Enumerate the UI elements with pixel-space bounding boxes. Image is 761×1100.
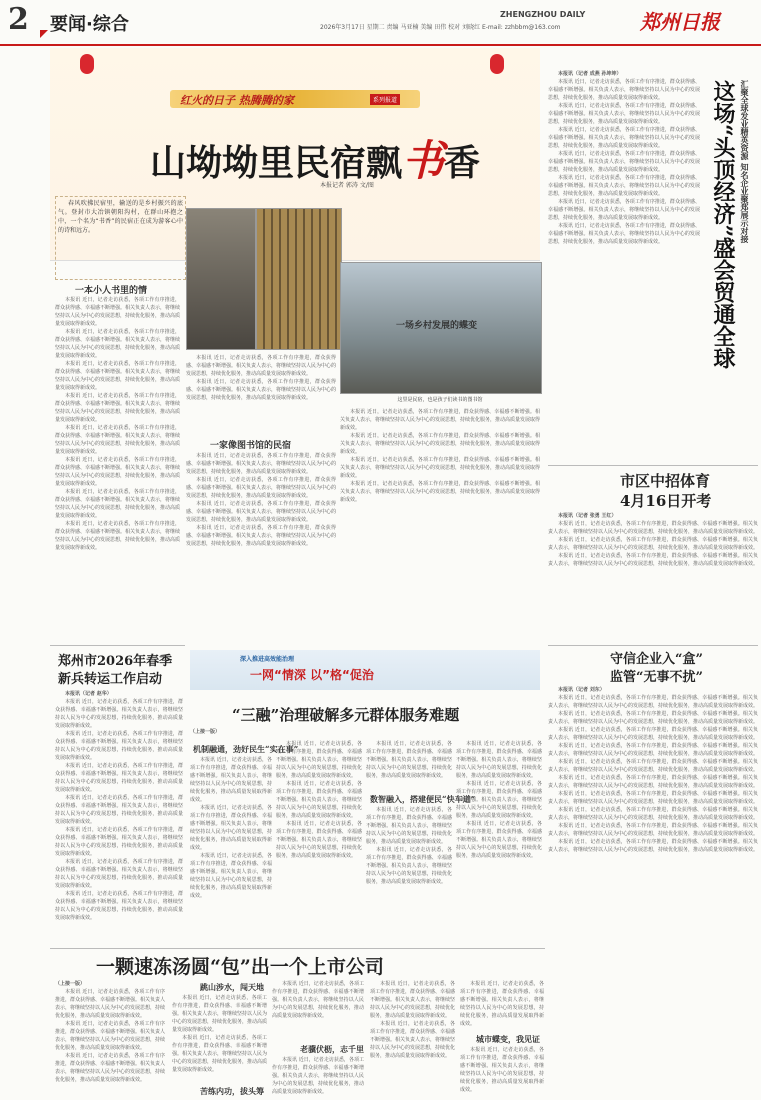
body-paragraph: 本报讯 近日，记者走访获悉，各项工作有序推进，群众获得感、幸福感不断增强。相关负责人表示，将继续坚持以人民为中心的发展思想，持续优化服务，推动高质量发展取得新成效。 [548,537,758,551]
body-paragraph: 本报讯 近日，记者走访获悉，各项工作有序推进，群众获得感、幸福感不断增强。相关负责人表示，将继续坚持以人民为中心的发展思想，持续优化服务，推动高质量发展取得新成效。 [172,995,267,1033]
body-paragraph: 本报讯 近日，记者走访获悉，各项工作有序推进，群众获得感、幸福感不断增强。相关负责人表示，将继续坚持以人民为中心的发展思想，持续优化服务，推动高质量发展取得新成效。 [55,489,180,519]
body-paragraph: 本报讯 近日，记者走访获悉，各项工作有序推进，群众获得感、幸福感不断增强。相关负责人表示，将继续坚持以人民为中心的发展思想，持续优化服务，推动高质量发展取得新成效。 [366,847,452,885]
body-paragraph: 本报讯 近日，记者走访获悉，各项工作有序推进，群众获得感、幸福感不断增强。相关负责人表示，将继续坚持以人民为中心的发展思想，持续优化服务，推动高质量发展取得新成效。 [276,821,362,859]
body-paragraph: 本报讯 近日，记者走访获悉，各项工作有序推进，群众获得感、幸福感不断增强。相关负责人表示，将继续坚持以人民为中心的发展思想，持续优化服务，推动高质量发展取得新成效。 [548,695,758,709]
body-paragraph: 本报讯 近日，记者走访获悉，各项工作有序推进，群众获得感、幸福感不断增强。相关负责人表示，将继续坚持以人民为中心的发展思想，持续优化服务，推动高质量发展取得新成效。 [55,989,165,1019]
article-column [366,806,452,946]
corner-triangle [40,30,48,38]
governance-subhead-1: 机制融通，劲好民生“实在事” [193,744,299,754]
article-column [172,994,267,1084]
bottom-subhead-3: 老骥伏枥，志千里 [300,1044,364,1054]
body-paragraph: 本报讯 近日，记者走访获悉，各项工作有序推进，群众获得感、幸福感不断增强。相关负责人表示，将继续坚持以人民为中心的发展思想，持续优化服务，推动高质量发展取得新成效。 [340,433,540,455]
feature-headline [150,128,480,188]
article-column [186,354,336,436]
body-paragraph: 本报讯 近日，记者走访获悉，各项工作有序推进，群众获得感、幸福感不断增强。相关负责人表示，将继续坚持以人民为中心的发展思想，持续优化服务，推动高质量发展取得新成效。 [55,361,180,391]
body-paragraph: 本报讯 近日，记者走访获悉，各项工作有序推进，群众获得感、幸福感不断增强。相关负责人表示，将继续坚持以人民为中心的发展思想，持续优化服务，推动高质量发展取得新成效。 [340,481,540,503]
body-paragraph: 本报讯 近日，记者走访获悉，各项工作有序推进，群众获得感、幸福感不断增强。相关负责人表示，将继续坚持以人民为中心的发展思想，持续优化服务，推动高质量发展取得新成效。 [55,393,180,423]
lantern-icon [80,54,94,74]
body-paragraph: 本报讯 近日，记者走访获悉，各项工作有序推进，群众获得感、幸福感不断增强。相关负责人表示，将继续坚持以人民为中心的发展思想，持续优化服务，推动高质量发展取得新成效。 [370,1021,455,1059]
feature-subhead-3: 一场乡村发展的蝶变 [396,321,478,331]
body-paragraph: 本报讯 近日，记者走访获悉，各项工作有序推进，群众获得感、幸福感不断增强。相关负责人表示，将继续坚持以人民为中心的发展思想，持续优化服务，推动高质量发展取得新成效。 [366,807,452,845]
body-paragraph: 本报讯 近日，记者走访获悉，各项工作有序推进，群众获得感、幸福感不断增强。相关负责人表示，将继续坚持以人民为中心的发展思想，持续优化服务，推动高质量发展取得新成效。 [456,821,542,859]
body-paragraph: 本报讯 近日，记者走访获悉，各项工作有序推进，群众获得感、幸福感不断增强。相关负责人表示，将继续坚持以人民为中心的发展思想，持续优化服务，推动高质量发展取得新成效。 [370,981,455,1019]
article-column [190,756,272,946]
article-column [340,408,540,638]
article-column [366,740,452,792]
bottom-subhead-2: 苦练内功，拔头筹 [200,1086,264,1096]
divider [50,948,545,949]
meeting-title-2: 新兵转运工作启动 [58,672,163,687]
body-paragraph: 本报讯 近日，记者走访获悉，各项工作有序推进，群众获得感、幸福感不断增强。相关负责人表示，将继续坚持以人民为中心的发展思想，持续优化服务，推动高质量发展取得新成效。 [366,741,452,779]
body-paragraph: 本报讯 近日，记者走访获悉，各项工作有序推进，群众获得感、幸福感不断增强。相关负责人表示，将继续坚持以人民为中心的发展思想，持续优化服务，推动高质量发展取得新成效。 [548,807,758,821]
body-paragraph: 本报讯 近日，记者走访获悉，各项工作有序推进，群众获得感、幸福感不断增强。相关负责人表示，将继续坚持以人民为中心的发展思想，持续优化服务，推动高质量发展取得新成效。 [186,355,336,377]
body-paragraph: 本报讯 近日，记者走访获悉，各项工作有序推进，群众获得感、幸福感不断增强。相关负责人表示，将继续坚持以人民为中心的发展思想，持续优化服务，推动高质量发展取得新成效。 [548,839,758,853]
body-paragraph: 本报讯 近日，记者走访获悉，各项工作有序推进，群众获得感、幸福感不断增强。相关负责人表示，将继续坚持以人民为中心的发展思想，持续优化服务，推动高质量发展取得新成效。 [272,981,364,1019]
photo-bookshelf [256,208,342,350]
body-paragraph: 本报讯 近日，记者走访获悉，各项工作有序推进，群众获得感、幸福感不断增强。相关负责人表示，将继续坚持以人民为中心的发展思想，持续优化服务，推动高质量发展取得新成效。 [548,127,700,149]
bottom-headline: 一颗速冻汤圆“包”出一个上市公司 [96,956,384,978]
body-paragraph: 本报讯 近日，记者走访获悉，各项工作有序推进，群众获得感、幸福感不断增强。相关负责人表示，将继续坚持以人民为中心的发展思想，持续优化服务，推动高质量发展取得新成效。 [55,827,183,857]
bottom-subhead-4: 城市蝶变，我见证 [476,1034,540,1044]
body-paragraph: 本报讯 近日，记者走访获悉，各项工作有序推进，群众获得感、幸福感不断增强。相关负责人表示，将继续坚持以人民为中心的发展思想，持续优化服务，推动高质量发展取得新成效。 [548,521,758,535]
body-paragraph: 本报讯 近日，记者走访获悉，各项工作有序推进，群众获得感、幸福感不断增强。相关负责人表示，将继续坚持以人民为中心的发展思想，持续优化服务，推动高质量发展取得新成效。 [548,791,758,805]
recruit-title-1: 市区中招体育 [620,472,711,490]
body-paragraph: 本报讯 近日，记者走访获悉，各项工作有序推进，群众获得感、幸福感不断增强。相关负责人表示，将继续坚持以人民为中心的发展思想，持续优化服务，推动高质量发展取得新成效。 [548,743,758,757]
governance-title: “三融”治理破解多元群体服务难题 [232,706,460,724]
body-paragraph: 本报讯 近日，记者走访获悉，各项工作有序推进，群众获得感、幸福感不断增强。相关负责人表示，将继续坚持以人民为中心的发展思想，持续优化服务，推动高质量发展取得新成效。 [548,151,700,173]
governance-banner-main: 一网“情深 以”格“促治 [250,668,374,682]
body-paragraph: 本报讯 近日，记者走访获悉，各项工作有序推进，群众获得感、幸福感不断增强。相关负责人表示，将继续坚持以人民为中心的发展思想，持续优化服务，推动高质量发展取得新成效。 [186,453,336,475]
body-paragraph: 本报讯 近日，记者走访获悉，各项工作有序推进，群众获得感、幸福感不断增强。相关负责人表示，将继续坚持以人民为中心的发展思想，持续优化服务，推动高质量发展取得新成效。 [55,1021,165,1051]
body-paragraph: 本报讯 近日，记者走访获悉，各项工作有序推进，群众获得感、幸福感不断增强。相关负责人表示，将继续坚持以人民为中心的发展思想，持续优化服务，推动高质量发展取得新成效。 [55,297,180,327]
byline: 本报讯（记者 成燕 孙坤坤） [558,71,622,77]
divider [548,645,758,646]
subhead-1: 一本小人书里的情 [75,286,148,296]
photo-caption: 这里是民宿，也是孩子们读书的图书馆 [397,397,483,403]
right-subheadline: 汇聚全球发业精英资源 知名企业聚郑展示对接 [740,80,750,243]
body-paragraph: 本报讯 近日，记者走访获悉，各项工作有序推进，群众获得感、幸福感不断增强。相关负责人表示，将继续坚持以人民为中心的发展思想，持续优化服务，推动高质量发展取得新成效。 [190,805,272,851]
page-number: 2 [8,2,29,37]
body-paragraph: 本报讯 近日，记者走访获悉，各项工作有序推进，群众获得感、幸福感不断增强。相关负责人表示，将继续坚持以人民为中心的发展思想，持续优化服务，推动高质量发展取得新成效。 [186,379,336,401]
body-paragraph: 本报讯 近日，记者走访获悉，各项工作有序推进，群众获得感、幸福感不断增强。相关负责人表示，将继续坚持以人民为中心的发展思想，持续优化服务，推动高质量发展取得新成效。 [55,859,183,889]
body-paragraph: 本报讯 近日，记者走访获悉，各项工作有序推进，群众获得感、幸福感不断增强。相关负责人表示，将继续坚持以人民为中心的发展思想，持续优化服务，推动高质量发展取得新成效。 [55,763,183,793]
body-paragraph: 本报讯 近日，记者走访获悉，各项工作有序推进，群众获得感、幸福感不断增强。相关负责人表示，将继续坚持以人民为中心的发展思想，持续优化服务，推动高质量发展取得新成效。 [548,553,758,567]
body-paragraph: 本报讯 近日，记者走访获悉，各项工作有序推进，群众获得感、幸福感不断增强。相关负责人表示，将继续坚持以人民为中心的发展思想，持续优化服务，推动高质量发展取得新成效。 [186,477,336,499]
body-paragraph: 本报讯 近日，记者走访获悉，各项工作有序推进，群众获得感、幸福感不断增强。相关负责人表示，将继续坚持以人民为中心的发展思想，持续优化服务，推动高质量发展取得新成效。 [456,741,542,779]
body-paragraph: 本报讯 近日，记者走访获悉，各项工作有序推进，群众获得感、幸福感不断增强。相关负责人表示，将继续坚持以人民为中心的发展思想，持续优化服务，推动高质量发展取得新成效。 [55,329,180,359]
governance-subhead-2: 数智融入，搭建便民“快车道” [370,794,476,804]
right-headline: 这场“头顶经济”盛会贸通全球 [710,80,736,370]
body-paragraph: 本报讯 近日，记者走访获悉，各项工作有序推进，群众获得感、幸福感不断增强。相关负责人表示，将继续坚持以人民为中心的发展思想，持续优化服务，推动高质量发展取得新成效。 [55,521,180,551]
feature-lead [55,196,186,280]
article-column [460,1046,544,1096]
article-column [55,296,180,636]
article-column [456,740,542,946]
body-paragraph: 本报讯 近日，记者走访获悉，各项工作有序推进，群众获得感、幸福感不断增强。相关负责人表示，将继续坚持以人民为中心的发展思想，持续优化服务，推动高质量发展取得新成效。 [55,795,183,825]
lead-in: （上接一版） [190,729,221,735]
article-column [548,70,700,460]
photo-reading [186,208,256,350]
recruit-title-2: 4月16日开考 [620,492,712,510]
body-paragraph: 本报讯 近日，记者走访获悉，各项工作有序推进，群众获得感、幸福感不断增强。相关负责人表示，将继续坚持以人民为中心的发展思想，持续优化服务，推动高质量发展取得新成效。 [340,409,540,431]
article-column [548,512,758,640]
body-paragraph: 本报讯 近日，记者走访获悉，各项工作有序推进，群众获得感、幸福感不断增强。相关负责人表示，将继续坚持以人民为中心的发展思想，持续优化服务，推动高质量发展取得新成效。 [548,103,700,125]
masthead [0,0,761,46]
body-paragraph: 本报讯 近日，记者走访获悉，各项工作有序推进，群众获得感、幸福感不断增强。相关负责人表示，将继续坚持以人民为中心的发展思想，持续优化服务，推动高质量发展取得新成效。 [548,79,700,101]
divider [548,465,758,466]
divider [50,645,185,646]
guard-title-1: 守信企业入“盒” [610,652,703,667]
english-name: ZHENGZHOU DAILY [500,10,586,19]
body-paragraph: 本报讯 近日，记者走访获悉，各项工作有序推进，群众获得感、幸福感不断增强。相关负责人表示，将继续坚持以人民为中心的发展思想，持续优化服务，推动高质量发展取得新成效。 [186,501,336,523]
article-column [272,1056,364,1096]
body-paragraph: 本报讯 近日，记者走访获悉，各项工作有序推进，群众获得感、幸福感不断增强。相关负责人表示，将继续坚持以人民为中心的发展思想，持续优化服务，推动高质量发展取得新成效。 [548,175,700,197]
section-title: 要闻·综合 [50,14,129,35]
body-paragraph: 本报讯 近日，记者走访获悉，各项工作有序推进，群众获得感、幸福感不断增强。相关负责人表示，将继续坚持以人民为中心的发展思想，持续优化服务，推动高质量发展取得新成效。 [460,981,544,1027]
date-line: 2026年3月17日 星期二 责编 马亚楠 美编 田伟 校对 刘晓红 E-mail: zzhbbm@163.com [320,24,561,31]
body-paragraph: 本报讯 近日，记者走访获悉，各项工作有序推进，群众获得感、幸福感不断增强。相关负责人表示，将继续坚持以人民为中心的发展思想，持续优化服务，推动高质量发展取得新成效。 [55,699,183,729]
body-paragraph: 本报讯 近日，记者走访获悉，各项工作有序推进，群众获得感、幸福感不断增强。相关负责人表示，将继续坚持以人民为中心的发展思想，持续优化服务，推动高质量发展取得新成效。 [172,1035,267,1073]
body-paragraph: 本报讯 近日，记者走访获悉，各项工作有序推进，群众获得感、幸福感不断增强。相关负责人表示，将继续坚持以人民为中心的发展思想，持续优化服务，推动高质量发展取得新成效。 [276,781,362,819]
body-paragraph: 本报讯 近日，记者走访获悉，各项工作有序推进，群众获得感、幸福感不断增强。相关负责人表示，将继续坚持以人民为中心的发展思想，持续优化服务，推动高质量发展取得新成效。 [340,457,540,479]
guard-title-2: 监管“无事不扰” [610,670,703,685]
body-paragraph: 本报讯 近日，记者走访获悉，各项工作有序推进，群众获得感、幸福感不断增强。相关负责人表示，将继续坚持以人民为中心的发展思想，持续优化服务，推动高质量发展取得新成效。 [55,425,180,455]
lantern-icon [490,54,504,74]
body-paragraph: 本报讯 近日，记者走访获悉，各项工作有序推进，群众获得感、幸福感不断增强。相关负责人表示，将继续坚持以人民为中心的发展思想，持续优化服务，推动高质量发展取得新成效。 [548,775,758,789]
article-column [55,980,165,1095]
body-paragraph: 本报讯 近日，记者走访获悉，各项工作有序推进，群众获得感、幸福感不断增强。相关负责人表示，将继续坚持以人民为中心的发展思想，持续优化服务，推动高质量发展取得新成效。 [55,1053,165,1083]
body-paragraph: 本报讯 近日，记者走访获悉，各项工作有序推进，群众获得感、幸福感不断增强。相关负责人表示，将继续坚持以人民为中心的发展思想，持续优化服务，推动高质量发展取得新成效。 [456,781,542,819]
body-paragraph: 本报讯 近日，记者走访获悉，各项工作有序推进，群众获得感、幸福感不断增强。相关负责人表示，将继续坚持以人民为中心的发展思想，持续优化服务，推动高质量发展取得新成效。 [55,457,180,487]
body-paragraph: 本报讯 近日，记者走访获悉，各项工作有序推进，群众获得感、幸福感不断增强。相关负责人表示，将继续坚持以人民为中心的发展思想，持续优化服务，推动高质量发展取得新成效。 [548,223,700,245]
headline-red-char: 书 [402,136,445,185]
article-column [460,980,544,1030]
lead-in: （上接一版） [55,981,86,987]
body-paragraph: 本报讯 近日，记者走访获悉，各项工作有序推进，群众获得感、幸福感不断增强。相关负责人表示，将继续坚持以人民为中心的发展思想，持续优化服务，推动高质量发展取得新成效。 [190,853,272,899]
body-paragraph: 本报讯 近日，记者走访获悉，各项工作有序推进，群众获得感、幸福感不断增强。相关负责人表示，将继续坚持以人民为中心的发展思想，持续优化服务，推动高质量发展取得新成效。 [548,823,758,837]
lead-text: 春风吹拂民宿里，输送的是乡村振兴的底气。登封市大冶镇朝阳沟村，在群山环抱之中，一个名为“书香”的民宿正在成为游客心中的诗和远方。 [58,200,183,234]
byline: 本报讯（记者 张勇 王红） [558,513,617,519]
body-paragraph: 本报讯 近日，记者走访获悉，各项工作有序推进，群众获得感、幸福感不断增强。相关负责人表示，将继续坚持以人民为中心的发展思想，持续优化服务，推动高质量发展取得新成效。 [276,741,362,779]
series-tag: 系列报道 [370,94,400,105]
meeting-title-1: 郑州市2026年春季 [58,654,173,669]
subhead-2: 一家像图书馆的民宿 [210,441,292,451]
body-paragraph: 本报讯 近日，记者走访获悉，各项工作有序推进，群众获得感、幸福感不断增强。相关负责人表示，将继续坚持以人民为中心的发展思想，持续优化服务，推动高质量发展取得新成效。 [548,711,758,725]
headline-part: 香 [444,142,481,184]
series-strip-text: 红火的日子 热腾腾的家 [180,94,294,107]
article-column [186,452,336,640]
byline: 本报讯（记者 赵华） [65,691,112,697]
body-paragraph: 本报讯 近日，记者走访获悉，各项工作有序推进，群众获得感、幸福感不断增强。相关负责人表示，将继续坚持以人民为中心的发展思想，持续优化服务，推动高质量发展取得新成效。 [186,525,336,547]
body-paragraph: 本报讯 近日，记者走访获悉，各项工作有序推进，群众获得感、幸福感不断增强。相关负责人表示，将继续坚持以人民为中心的发展思想，持续优化服务，推动高质量发展取得新成效。 [548,759,758,773]
feature-byline: 本报记者 郭涛 文/图 [320,182,374,189]
body-paragraph: 本报讯 近日，记者走访获悉，各项工作有序推进，群众获得感、幸福感不断增强。相关负责人表示，将继续坚持以人民为中心的发展思想，持续优化服务，推动高质量发展取得新成效。 [190,757,272,803]
governance-banner-top: 深入推进高效能治理 [240,656,295,663]
body-paragraph: 本报讯 近日，记者走访获悉，各项工作有序推进，群众获得感、幸福感不断增强。相关负责人表示，将继续坚持以人民为中心的发展思想，持续优化服务，推动高质量发展取得新成效。 [460,1047,544,1093]
body-paragraph: 本报讯 近日，记者走访获悉，各项工作有序推进，群众获得感、幸福感不断增强。相关负责人表示，将继续坚持以人民为中心的发展思想，持续优化服务，推动高质量发展取得新成效。 [548,727,758,741]
body-paragraph: 本报讯 近日，记者走访获悉，各项工作有序推进，群众获得感、幸福感不断增强。相关负责人表示，将继续坚持以人民为中心的发展思想，持续优化服务，推动高质量发展取得新成效。 [272,1057,364,1095]
paper-logo: 郑州日报 [640,10,720,34]
byline: 本报讯（记者 刘东） [558,687,605,693]
body-paragraph: 本报讯 近日，记者走访获悉，各项工作有序推进，群众获得感、幸福感不断增强。相关负责人表示，将继续坚持以人民为中心的发展思想，持续优化服务，推动高质量发展取得新成效。 [55,891,183,921]
body-paragraph: 本报讯 近日，记者走访获悉，各项工作有序推进，群众获得感、幸福感不断增强。相关负责人表示，将继续坚持以人民为中心的发展思想，持续优化服务，推动高质量发展取得新成效。 [548,199,700,221]
article-column [370,980,455,1095]
article-column [276,740,362,946]
headline-part: 山坳坳里民宿飘 [150,142,403,184]
article-column [548,686,758,1094]
article-column [272,980,364,1040]
bottom-subhead-1: 跳山涉水，闯天地 [200,982,264,992]
body-paragraph: 本报讯 近日，记者走访获悉，各项工作有序推进，群众获得感、幸福感不断增强。相关负责人表示，将继续坚持以人民为中心的发展思想，持续优化服务，推动高质量发展取得新成效。 [55,731,183,761]
